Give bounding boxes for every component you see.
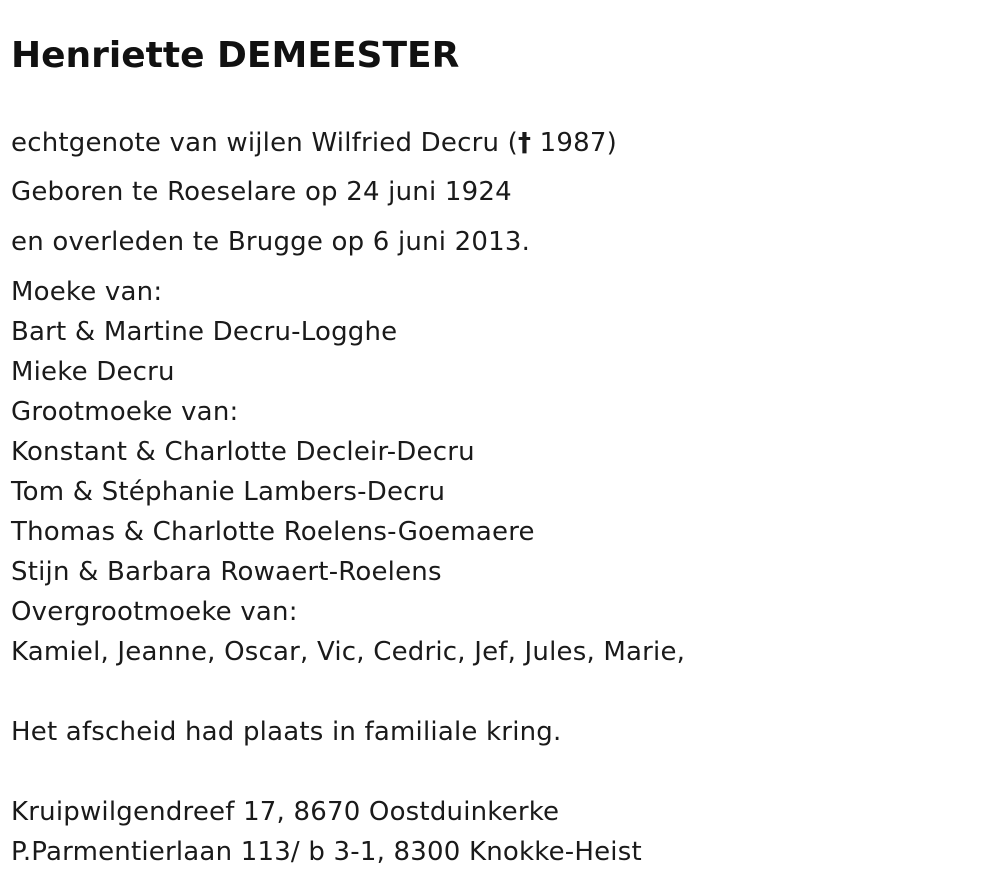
birth-line: Geboren te Roeselare op 24 juni 1924 [11, 177, 512, 207]
family-member: Mieke Decru [11, 357, 175, 387]
farewell-text: Het afscheid had plaats in familiale kring. [11, 717, 562, 747]
address-line: P.Parmentierlaan 113/ b 3-1, 8300 Knokke-Heist [11, 837, 642, 867]
family-heading-great-grandchildren: Overgrootmoeke van: [11, 597, 298, 627]
family-member: Thomas & Charlotte Roelens-Goemaere [11, 517, 535, 547]
family-member: Konstant & Charlotte Decleir-Decru [11, 437, 475, 467]
family-member: Stijn & Barbara Rowaert-Roelens [11, 557, 442, 587]
spouse-death-year: 1987) [539, 128, 617, 158]
family-heading-children: Moeke van: [11, 277, 163, 307]
spouse-line [11, 125, 617, 161]
family-member: Kamiel, Jeanne, Oscar, Vic, Cedric, Jef, Jules, Marie, [11, 637, 686, 667]
spouse-text: echtgenote van wijlen Wilfried Decru ( [11, 128, 518, 158]
address-line: Kruipwilgendreef 17, 8670 Oostduinkerke [11, 797, 560, 827]
deceased-name: Henriette DEMEESTER [11, 35, 460, 76]
cross-icon: † [517, 128, 532, 158]
family-heading-grandchildren: Grootmoeke van: [11, 397, 239, 427]
family-member: Bart & Martine Decru-Logghe [11, 317, 398, 347]
family-member: Tom & Stéphanie Lambers-Decru [11, 477, 446, 507]
death-line: en overleden te Brugge op 6 juni 2013. [11, 227, 531, 257]
